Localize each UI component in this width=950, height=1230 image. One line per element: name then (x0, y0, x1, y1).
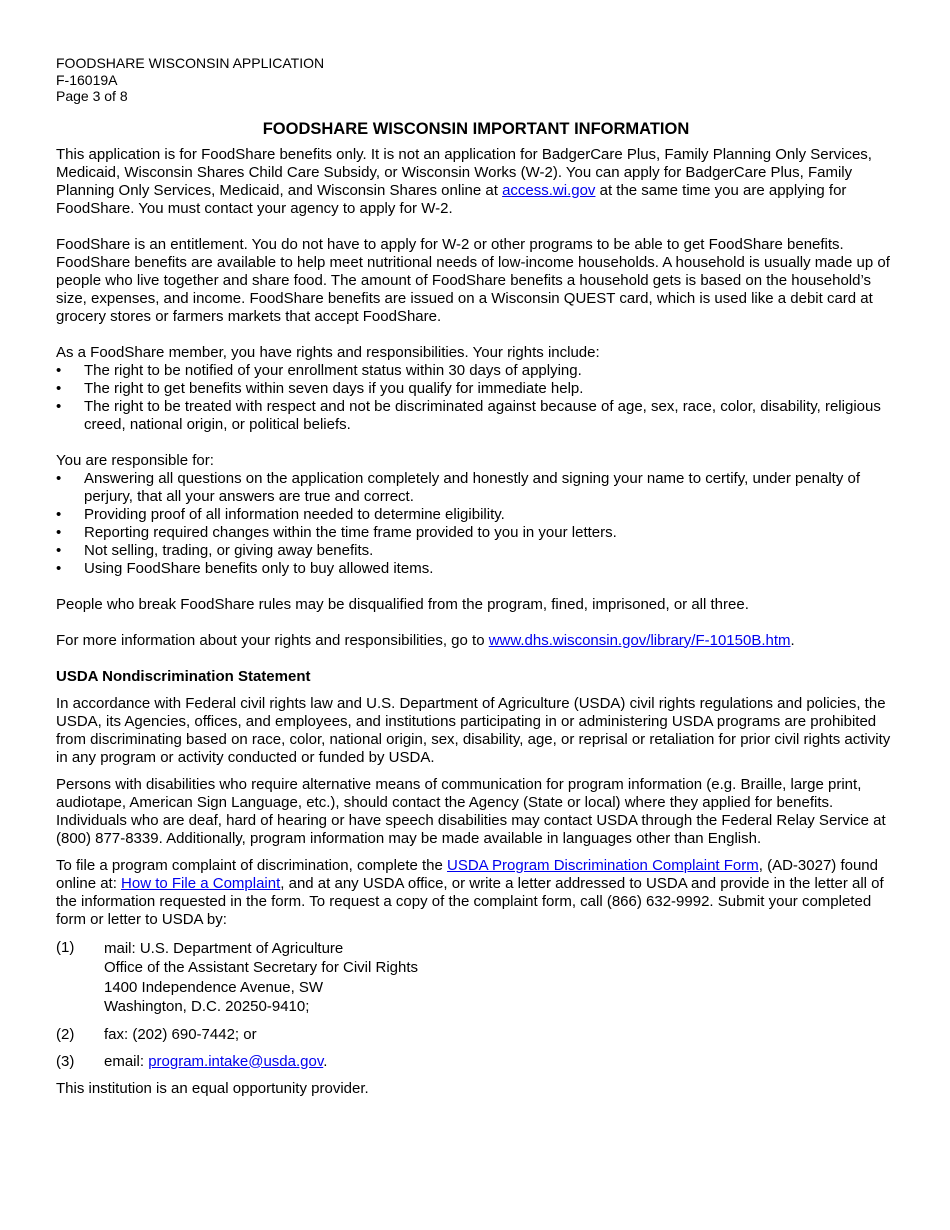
more-info-text: For more information about your rights and responsibilities, go to (56, 631, 489, 649)
responsibilities-intro: You are responsible for: (56, 451, 214, 469)
document-page (56, 55, 896, 1098)
rights-intro: As a FoodShare member, you have rights and responsibilities. Your rights include: (56, 343, 600, 361)
entitlement-paragraph: FoodShare is an entitlement. You do not have to apply for W-2 or other programs to be able to get FoodShare benefits. FoodShare benefits are available to help meet nutritional needs of low-income households. A household is usually made up of people who live together and share food. The amount of FoodShare benefits a household gets is based on the household’s size, expenses, and income. FoodShare benefits are issued on a Wisconsin QUEST card, which is used like a debit card at grocery stores or farmers markets that accept FoodShare. (56, 235, 890, 325)
form-header-title: FOODSHARE WISCONSIN APPLICATION (56, 55, 325, 71)
page-title: FOODSHARE WISCONSIN IMPORTANT INFORMATION (262, 119, 690, 138)
method-number: (3) (56, 1052, 75, 1070)
address-line: mail: U.S. Department of Agriculture (104, 939, 344, 957)
intro-text-2: at the same time you are applying for FoodShare. You must contact your agency to apply for W-2. (56, 181, 847, 217)
form-header (56, 55, 896, 105)
submission-methods (56, 939, 896, 1071)
rights-responsibilities-link[interactable]: www.dhs.wisconsin.gov/library/F-10150B.htm (488, 631, 791, 649)
method-number: (1) (56, 938, 75, 956)
email-period: . (323, 1052, 328, 1070)
list-item: • The right to be treated with respect and not be discriminated against because of age, sex, race, color, disability, religious creed, national origin, or political beliefs. (56, 398, 896, 434)
address-line: Washington, D.C. 20250-9410; (104, 998, 310, 1015)
mail-address (104, 939, 418, 1017)
list-item: • Not selling, trading, or giving away benefits. (56, 542, 896, 560)
method-number: (2) (56, 1025, 75, 1043)
more-info-paragraph (56, 632, 896, 650)
intro-paragraph (56, 146, 896, 218)
method-email (56, 1053, 896, 1071)
list-item: • The right to be notified of your enrollment status within 30 days of applying. (56, 362, 896, 380)
list-item: • The right to get benefits within seven days if you qualify for immediate help. (56, 380, 896, 398)
address-line: Office of the Assistant Secretary for Civil Rights (104, 959, 419, 976)
method-fax (56, 1026, 896, 1044)
complaint-text-1: To file a program complaint of discrimination, complete the (56, 856, 448, 874)
how-to-file-link[interactable]: How to File a Complaint (121, 874, 281, 892)
email-link[interactable]: program.intake@usda.gov (148, 1052, 324, 1070)
list-item: • Reporting required changes within the time frame provided to you in your letters. (56, 524, 896, 542)
page-number: Page 3 of 8 (56, 88, 128, 104)
usda-heading: USDA Nondiscrimination Statement (56, 667, 311, 685)
list-item: • Providing proof of all information needed to determine eligibility. (56, 506, 896, 524)
access-wi-link[interactable]: access.wi.gov (502, 181, 596, 199)
address-line: 1400 Independence Avenue, SW (104, 978, 324, 996)
fax-text: fax: (202) 690-7442; or (104, 1025, 257, 1043)
complaint-text-2: , (AD-3027) found online at: (56, 856, 878, 892)
usda-paragraph-1: In accordance with Federal civil rights law and U.S. Department of Agriculture (USDA) civil rights regulations and policies, the USDA, its Agencies, offices, and employees, and institutions participating in or administering USDA programs are prohibited from discriminating based on race, color, national origin, sex, disability, age, or reprisal or retaliation for prior civil rights activity in any program or activity conducted or funded by USDA. (56, 694, 891, 766)
usda-paragraph-3 (56, 857, 896, 929)
list-item: • Answering all questions on the application completely and honestly and signing your name to certify, under penalty of perjury, that all your answers are true and correct. (56, 470, 896, 506)
email-line (104, 1053, 327, 1071)
rights-list (56, 362, 896, 434)
usda-paragraph-2: Persons with disabilities who require alternative means of communication for program information (e.g. Braille, large print, audiotape, American Sign Language, etc.), should contact the Agency (State or local) where they applied for benefits. Individuals who are deaf, hard of hearing or have speech disabilities may contact USDA through the Federal Relay Service at (800) 877-8339. Additionally, program information may be made available in languages other than English. (56, 775, 886, 847)
intro-text-1: This application is for FoodShare benefits only. It is not an application for BadgerCare Plus, Family Planning Only Services, Medicaid, Wisconsin Shares Child Care Subsidy, or Wisconsin Works (W-2). You can apply for BadgerCare Plus, Family Planning Only Services, Medicaid, and Wisconsin Shares online at (56, 145, 872, 199)
complaint-form-link[interactable]: USDA Program Discrimination Complaint Form (447, 856, 759, 874)
list-item: • Using FoodShare benefits only to buy allowed items. (56, 560, 896, 578)
form-id: F-16019A (56, 71, 118, 88)
responsibilities-list (56, 470, 896, 578)
equal-opportunity-statement: This institution is an equal opportunity provider. (56, 1079, 369, 1097)
email-label: email: (104, 1052, 149, 1070)
method-mail (56, 939, 896, 1017)
penalty-paragraph: People who break FoodShare rules may be disqualified from the program, fined, imprisoned, or all three. (56, 595, 749, 613)
complaint-text-3: , and at any USDA office, or write a letter addressed to USDA and provide in the letter all of the information requested in the form. To request a copy of the complaint form, call (866) 632-9992. Submit your completed form or letter to USDA by: (56, 874, 884, 928)
more-info-period: . (790, 631, 795, 649)
